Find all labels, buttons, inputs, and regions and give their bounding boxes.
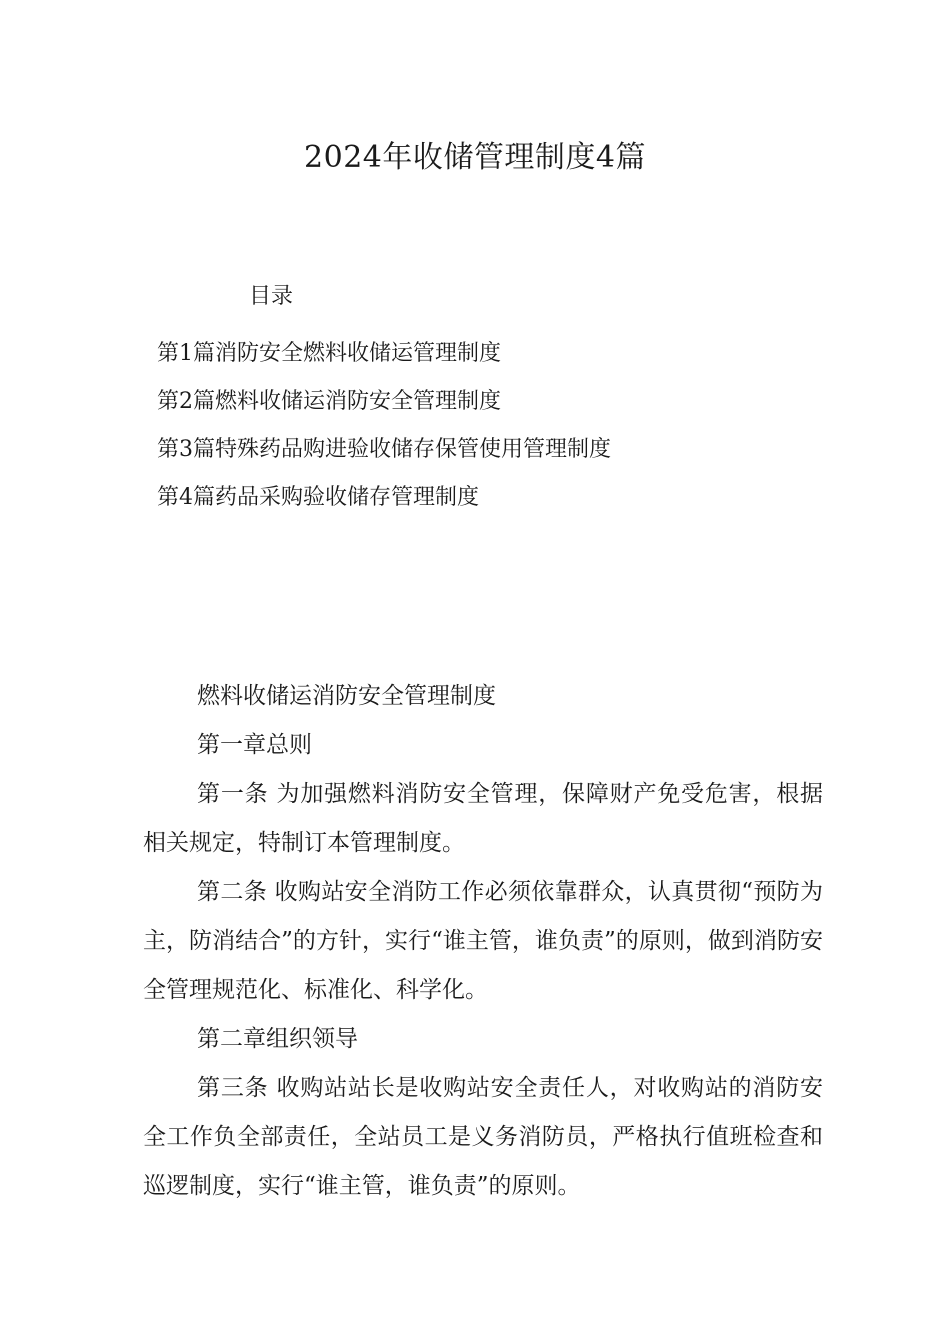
- chapter-heading-2: 第二章组织领导: [197, 1026, 359, 1052]
- article-3: 第三条 收购站站长是收购站安全责任人，对收购站的消防安全工作负全部责任，全站员工是义务消防员，严格执行值班检查和巡逻制度，实行“谁主管，谁负责”的原则。: [143, 1075, 823, 1199]
- section-title: 燃料收储运消防安全管理制度: [197, 683, 497, 709]
- document-body: [143, 672, 823, 1211]
- toc-item-1[interactable]: 第1篇消防安全燃料收储运管理制度: [157, 341, 501, 366]
- article-1: 第一条 为加强燃料消防安全管理，保障财产免受危害，根据相关规定，特制订本管理制度。: [143, 781, 823, 856]
- toc-item-4[interactable]: 第4篇药品采购验收储存管理制度: [157, 485, 479, 510]
- chapter-heading-1: 第一章总则: [197, 732, 313, 758]
- toc-heading: 目录: [249, 284, 294, 309]
- toc-item-2[interactable]: 第2篇燃料收储运消防安全管理制度: [157, 389, 501, 414]
- toc-item-3[interactable]: 第3篇特殊药品购进验收储存保管使用管理制度: [157, 437, 611, 462]
- toc-list: [157, 330, 857, 522]
- table-of-contents: [157, 280, 857, 522]
- document-title: 2024年收储管理制度4篇: [304, 140, 646, 175]
- article-2: 第二条 收购站安全消防工作必须依靠群众，认真贯彻“预防为主，防消结合”的方针，实行“谁主管，谁负责”的原则，做到消防安全管理规范化、标准化、科学化。: [143, 879, 823, 1003]
